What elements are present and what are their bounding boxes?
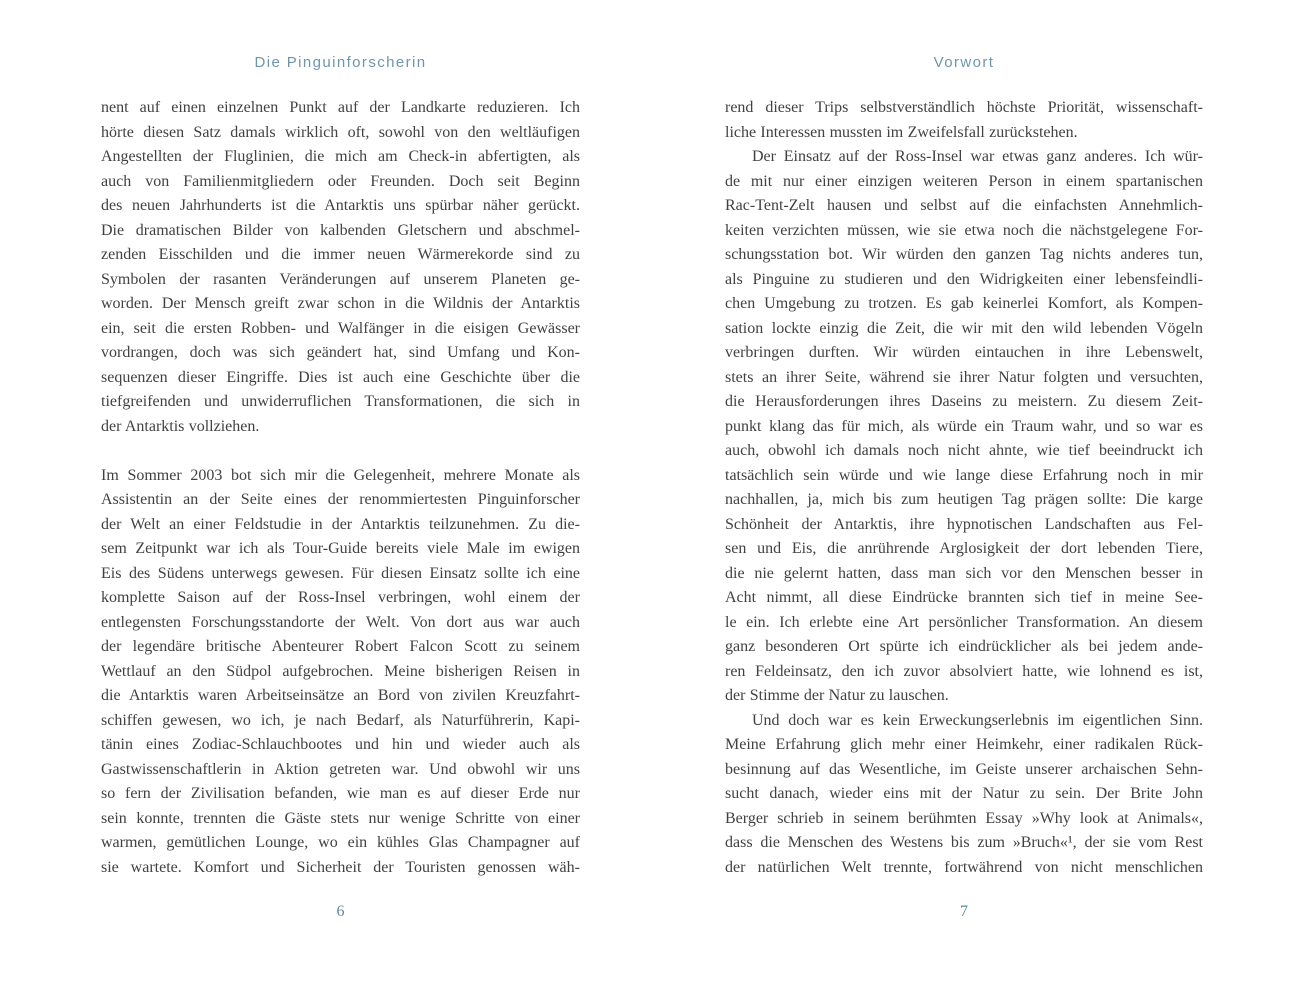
text-line: Symbolen der rasanten Veränderungen auf unserem Planeten ge- (101, 270, 580, 288)
text-line: auch, obwohl ich damals noch nicht ahnte, wie tief beeindruckt ich (725, 442, 1203, 459)
text-line: punkt klang das für mich, als würde ein Traum wahr, und so war es (725, 417, 1203, 435)
text-line: ren Feldeinsatz, den ich zuvor absolviert hatte, wie lohnend es ist, (725, 662, 1203, 680)
running-head-right: Vorwort (933, 54, 995, 71)
paragraph (725, 96, 1203, 145)
text-line: der Welt an einer Feldstudie in der Antarktis teilzunehmen. Zu die- (101, 515, 580, 533)
page-right-body (725, 96, 1203, 880)
text-line: ein, seit die ersten Robben- und Walfänger in die eisigen Gewässer (101, 319, 580, 337)
text-line: sation lockte einzig die Zeit, die wir mit den wild lebenden Vögeln (725, 319, 1203, 337)
running-head-left: Die Pinguinforscherin (254, 54, 427, 71)
text-line: Rac-Tent-Zelt hausen und selbst auf die einfachsten Annehmlich- (725, 197, 1203, 214)
text-line: de mit nur einer einzigen weiteren Person in einem spartanischen (725, 172, 1203, 190)
text-line: der Antarktis vollziehen. (101, 417, 260, 435)
text-line: entlegensten Forschungsstandorte der Welt. Von dort aus war auch (101, 613, 580, 631)
text-line: die nie gelernt hatten, dass man sich vor den Menschen besser in (725, 564, 1203, 582)
text-line: verbringen durften. Wir würden eintauchen in ihre Lebenswelt, (725, 344, 1203, 361)
text-line: schiffen gewesen, wo ich, je nach Bedarf, als Naturführerin, Kapi- (101, 711, 580, 729)
text-line: sucht danach, wieder eins mit der Natur zu sein. Der Brite John (725, 785, 1203, 802)
text-line: des neuen Jahrhunderts ist die Antarktis uns spürbar näher gerückt. (101, 197, 580, 214)
text-line: Eis des Südens unterwegs gewesen. Für diesen Einsatz sollte ich eine (101, 564, 580, 582)
text-line: zenden Eisschilden und die immer neuen Wärmerekorde sind zu (101, 246, 580, 263)
text-line: die Antarktis waren Arbeitseinsätze an Bord von zivilen Kreuzfahrt- (101, 687, 580, 704)
text-line: die Herausforderungen ihres Daseins zu meistern. Zu diesem Zeit- (725, 393, 1203, 410)
paragraph (725, 709, 1203, 881)
text-line: komplette Saison auf der Ross-Insel verbringen, wohl einem der (101, 589, 580, 606)
text-line: sein konnte, trennten die Gäste stets nur wenige Schritte von einer (101, 809, 580, 827)
text-line: tatsächlich sein würde und wie lange diese Erfahrung noch in mir (725, 466, 1203, 484)
text-line: als Pinguine zu studieren und den Widrigkeiten einer lebensfeindli- (725, 270, 1203, 288)
text-line: Assistentin an der Seite eines der renommiertesten Pinguinforscher (101, 491, 580, 508)
text-line: sen und Eis, die anrührende Arglosigkeit der dort lebenden Tiere, (725, 540, 1203, 557)
text-line: Wettlauf an den Südpol aufgebrochen. Meine bisherigen Reisen in (101, 662, 580, 680)
paragraph (725, 145, 1203, 709)
text-line: liche Interessen mussten im Zweifelsfall zurückstehen. (725, 123, 1078, 141)
page-number-left: 6 (336, 903, 345, 920)
text-line: auch von Familienmitgliedern oder Freunden. Doch seit Beginn (101, 172, 580, 190)
text-line: rend dieser Trips selbstverständlich höchste Priorität, wissenschaft- (725, 99, 1203, 116)
text-line: tänin eines Zodiac-Schlauchbootes und hin und wieder auch als (101, 736, 580, 753)
text-line: Und doch war es kein Erweckungserlebnis im eigentlichen Sinn. (752, 711, 1203, 729)
text-line: ganz besonderen Ort spürte ich eindrücklicher als bei jedem ande- (725, 638, 1203, 655)
text-line: Der Einsatz auf der Ross-Insel war etwas ganz anderes. Ich wür- (752, 148, 1203, 165)
page-number-right: 7 (960, 903, 968, 920)
paragraph (101, 464, 580, 881)
text-line: nachhallen, ja, mich bis zum heutigen Tag prägen sollte: Die karge (725, 491, 1203, 508)
page-left-body (101, 96, 580, 880)
paragraph (101, 96, 580, 439)
page-right (725, 0, 1203, 1000)
text-line: Die dramatischen Bilder von kalbenden Gletschern und abschmel- (101, 221, 580, 239)
text-line: warmen, gemütlichen Lounge, wo ein kühles Glas Champagner auf (101, 834, 580, 851)
text-line: worden. Der Mensch greift zwar schon in die Wildnis der Antarktis (101, 295, 580, 312)
text-line: der natürlichen Welt trennte, fortwährend von nicht menschlichen (725, 858, 1203, 876)
text-line: Im Sommer 2003 bot sich mir die Gelegenheit, mehrere Monate als (101, 466, 580, 484)
text-line: der legendäre britische Abenteurer Robert Falcon Scott zu seinem (101, 638, 580, 655)
text-line: tiefgreifenden und unwiderruflichen Transformationen, die sich in (101, 393, 580, 410)
text-line: chen Umgebung zu trotzen. Es gab keinerlei Komfort, als Kompen- (725, 295, 1203, 312)
text-line: Meine Erfahrung glich mehr einer Heimkehr, einer radikalen Rück- (725, 736, 1203, 753)
text-line: Angestellten der Fluglinien, die mich am Check-in abfertigten, als (101, 148, 580, 165)
text-line: sequenzen dieser Eingriffe. Dies ist auch eine Geschichte über die (101, 368, 580, 386)
text-line: le ein. Ich erlebte eine Art persönlicher Transformation. An diesem (725, 613, 1203, 631)
text-line: sie wartete. Komfort und Sicherheit der Touristen genossen wäh- (101, 858, 580, 876)
text-line: nent auf einen einzelnen Punkt auf der Landkarte reduzieren. Ich (101, 99, 580, 116)
text-line: Acht nimmt, all diese Eindrücke brannten sich tief in meine See- (725, 589, 1203, 606)
text-line: so fern der Zivilisation befanden, wie man es auf dieser Erde nur (101, 785, 580, 802)
text-line: Berger schrieb in seinem berühmten Essay »Why look at Animals«, (725, 809, 1203, 827)
text-line: keiten verzichten müssen, wie sie etwa noch die nächstgelegene For- (725, 221, 1203, 239)
text-line: besinnung auf das Wesentliche, im Geiste unserer archaischen Sehn- (725, 760, 1203, 778)
page-left (101, 0, 580, 1000)
text-line: sem Zeitpunkt war ich als Tour-Guide bereits viele Male im ewigen (101, 540, 580, 557)
text-line: Schönheit der Antarktis, ihre hypnotischen Landschaften aus Fel- (725, 515, 1203, 533)
text-line: der Stimme der Natur zu lauschen. (725, 687, 949, 704)
text-line: dass die Menschen des Westens bis zum »Bruch«¹, der sie vom Rest (725, 834, 1203, 851)
text-line: schungsstation bot. Wir würden den ganzen Tag nichts anderes tun, (725, 246, 1203, 263)
text-line: hörte diesen Satz damals wirklich oft, sowohl von den weltläufigen (101, 123, 580, 141)
text-line: Gastwissenschaftlerin in Aktion getreten war. Und obwohl wir uns (101, 760, 580, 778)
text-line: stets an ihrer Seite, während sie ihrer Natur folgten und versuchten, (725, 368, 1203, 386)
text-line: vordrangen, doch was sich geändert hat, sind Umfang und Kon- (101, 344, 580, 361)
